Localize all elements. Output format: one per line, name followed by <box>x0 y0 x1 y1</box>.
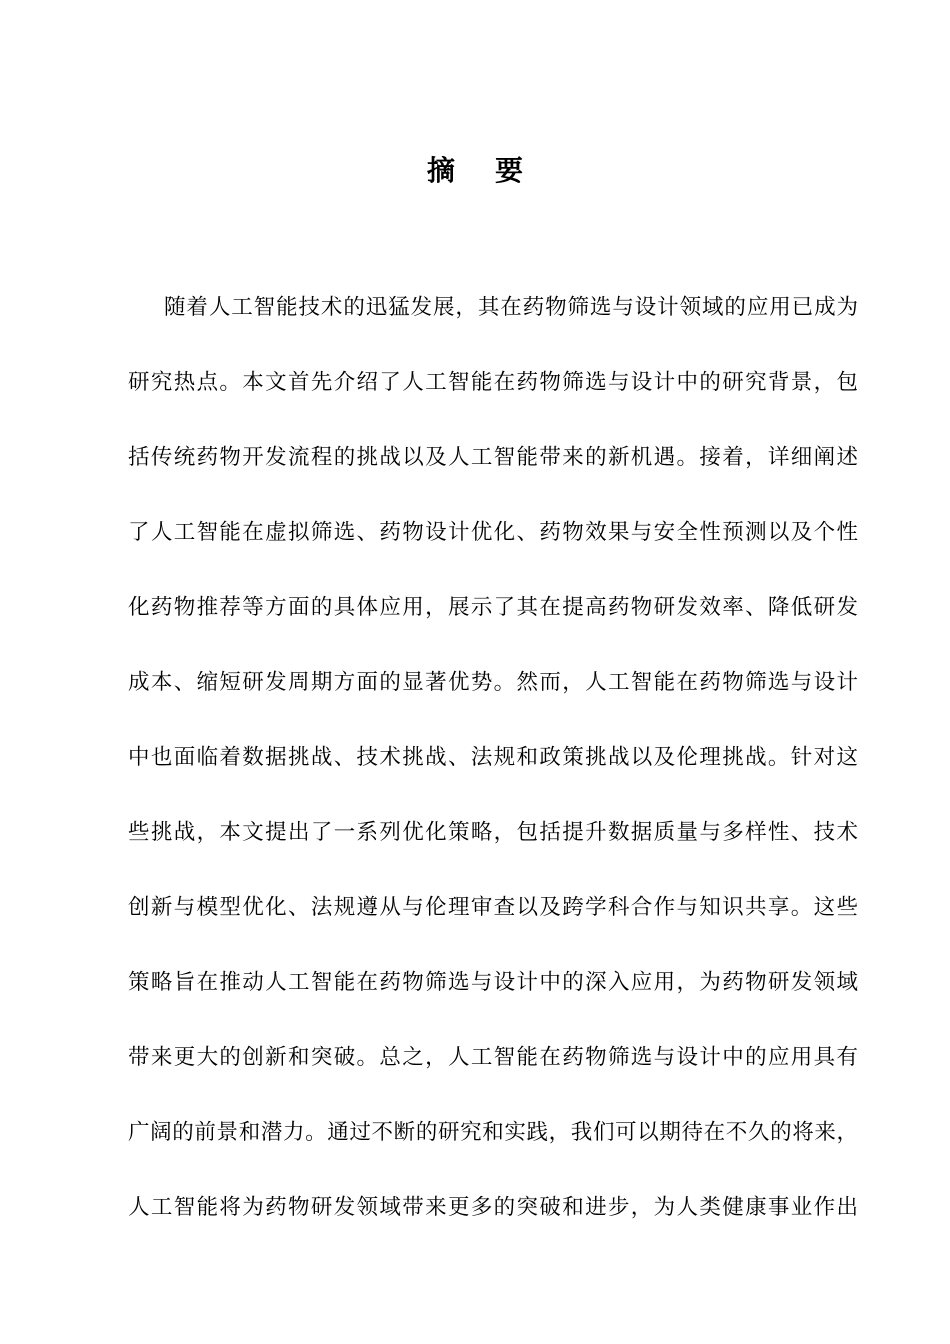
abstract-body <box>128 283 858 1258</box>
abstract-line-1: 随着人工智能技术的迅猛发展，其在药物筛选与设计领域的应用已成为 <box>164 295 858 320</box>
abstract-line-13: 人工智能将为药物研发领域带来更多的突破和进步，为人类健康事业作出 <box>128 1195 858 1220</box>
abstract-line-12: 广阔的前景和潜力。通过不断的研究和实践，我们可以期待在不久的将来， <box>128 1120 858 1145</box>
abstract-line-7: 中也面临着数据挑战、技术挑战、法规和政策挑战以及伦理挑战。针对这 <box>128 745 858 770</box>
abstract-line-5: 化药物推荐等方面的具体应用，展示了其在提高药物研发效率、降低研发 <box>128 595 858 620</box>
abstract-line-4: 了人工智能在虚拟筛选、药物设计优化、药物效果与安全性预测以及个性 <box>128 520 858 545</box>
abstract-line-8: 些挑战，本文提出了一系列优化策略，包括提升数据质量与多样性、技术 <box>128 820 858 845</box>
page-title <box>0 146 950 196</box>
abstract-line-6: 成本、缩短研发周期方面的显著优势。然而，人工智能在药物筛选与设计 <box>128 670 858 695</box>
abstract-line-2: 研究热点。本文首先介绍了人工智能在药物筛选与设计中的研究背景，包 <box>128 370 858 395</box>
abstract-line-3: 括传统药物开发流程的挑战以及人工智能带来的新机遇。接着，详细阐述 <box>128 445 858 470</box>
abstract-line-9: 创新与模型优化、法规遵从与伦理审查以及跨学科合作与知识共享。这些 <box>128 895 858 920</box>
abstract-line-10: 策略旨在推动人工智能在药物筛选与设计中的深入应用，为药物研发领域 <box>128 970 858 995</box>
abstract-line-11: 带来更大的创新和突破。总之，人工智能在药物筛选与设计中的应用具有 <box>128 1045 858 1070</box>
title-char-1: 摘 <box>426 154 455 187</box>
title-char-2: 要 <box>495 154 524 187</box>
